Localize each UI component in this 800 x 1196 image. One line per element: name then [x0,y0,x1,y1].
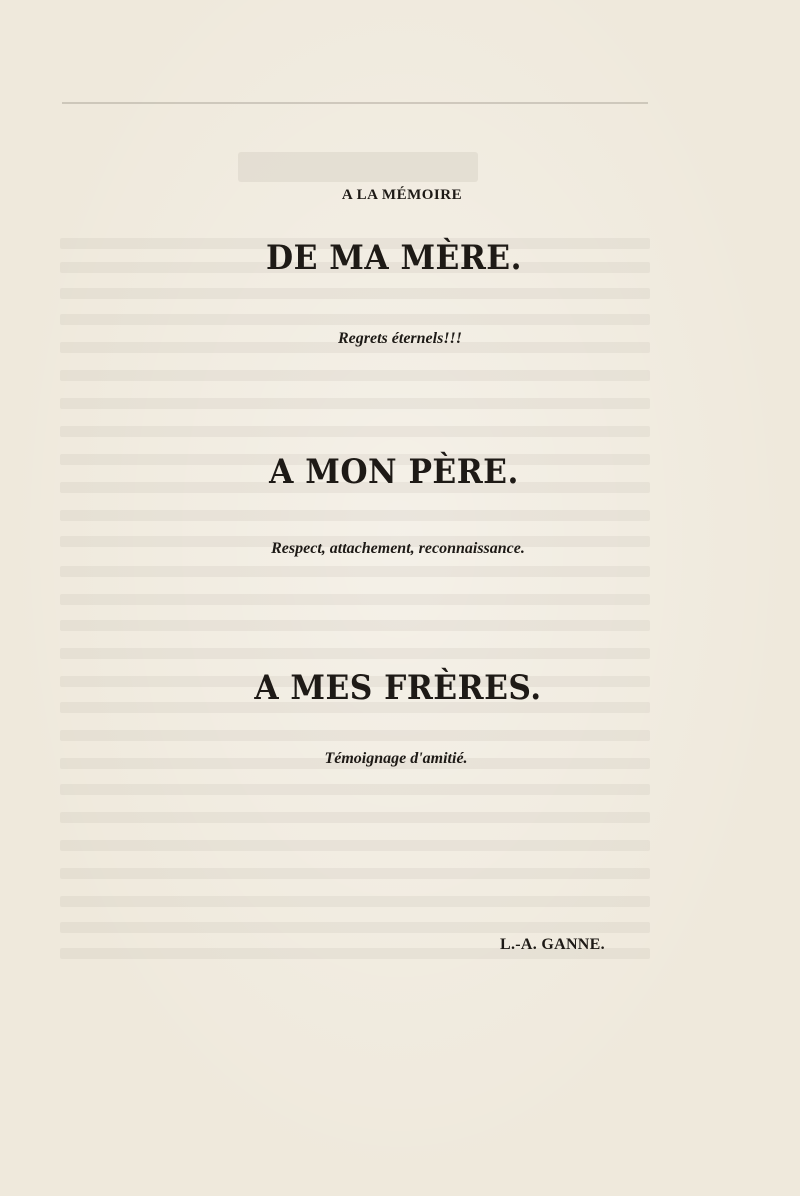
show-through-line [60,314,650,325]
show-through-line [60,620,650,631]
memorial-heading: A LA MÉMOIRE [341,187,463,203]
dedication-subtitle-brothers: Témoignage d'amitié. [324,750,468,767]
show-through-line [60,812,650,823]
show-through-line [60,784,650,795]
show-through-line [60,594,650,605]
show-through-line [60,896,650,907]
author-signature: L.-A. GANNE. [500,936,605,953]
dedication-title-father: A MON PÈRE. [269,452,519,492]
show-through-line [60,426,650,437]
show-through-line [60,730,650,741]
show-through-line [60,510,650,521]
dedication-title-brothers: A MES FRÈRES. [254,668,542,708]
show-through-rule [62,102,648,104]
dedication-title-mother: DE MA MÈRE. [266,238,522,278]
show-through-line [60,922,650,933]
show-through-line [60,840,650,851]
show-through-heading [238,152,478,182]
show-through-line [60,566,650,577]
show-through-line [60,288,650,299]
show-through-line [60,648,650,659]
dedication-subtitle-mother: Regrets éternels!!! [338,330,462,347]
show-through-line [60,398,650,409]
show-through-line [60,370,650,381]
dedication-subtitle-father: Respect, attachement, reconnaissance. [271,540,525,557]
show-through-line [60,868,650,879]
